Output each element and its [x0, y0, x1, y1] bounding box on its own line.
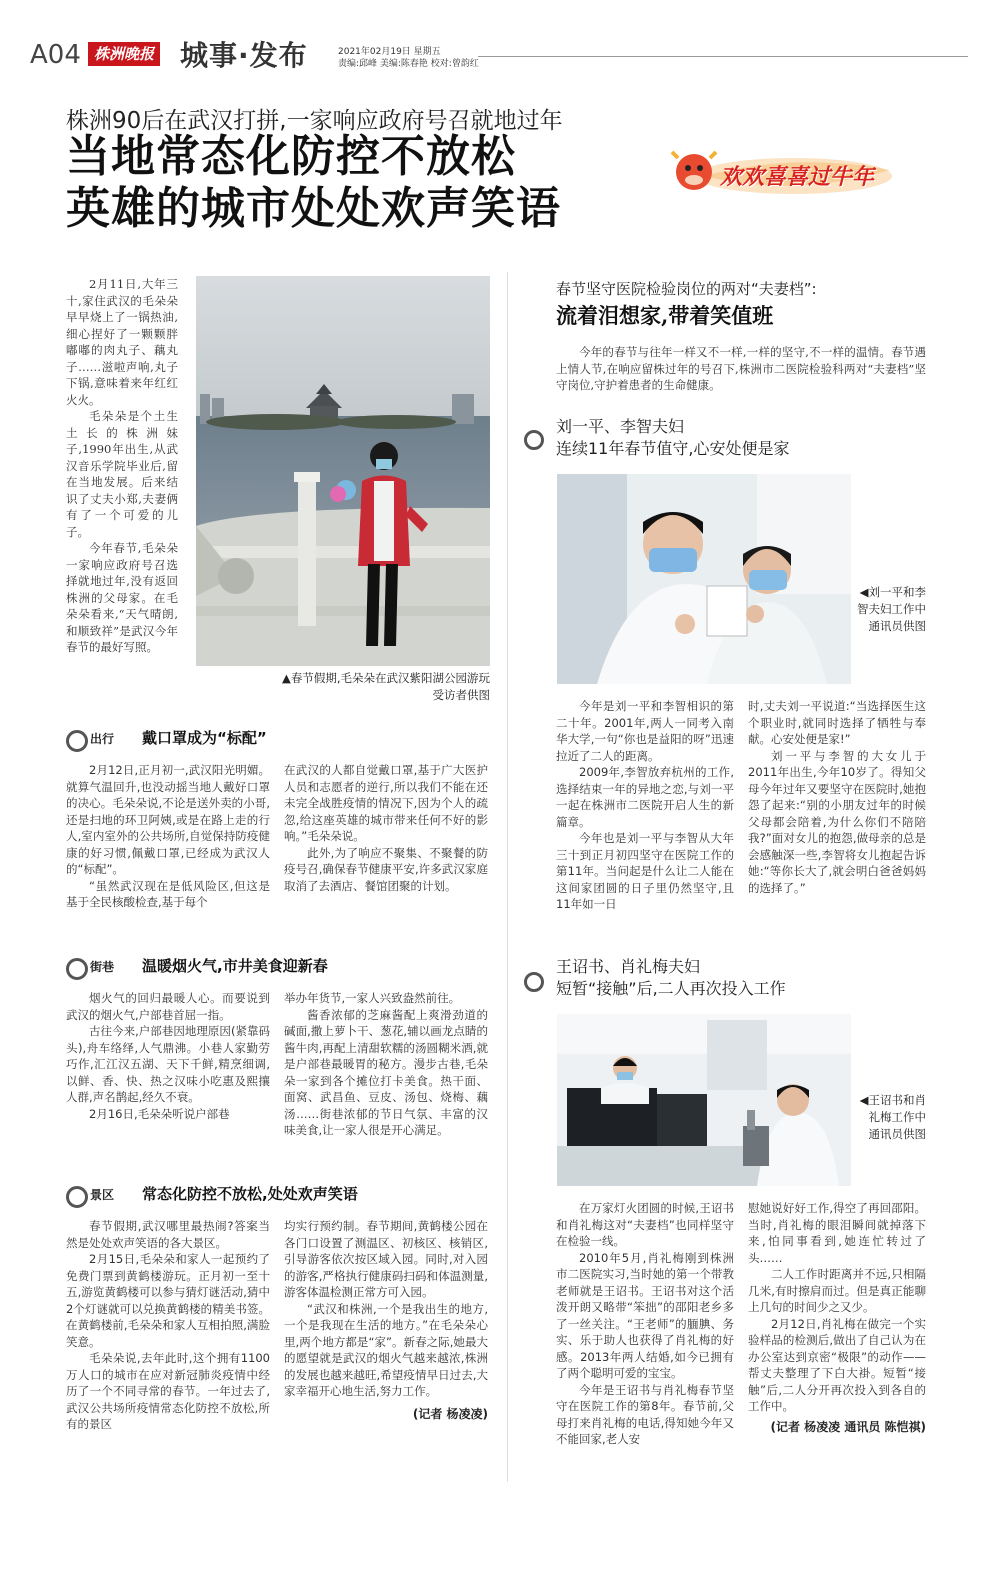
paragraph: “武汉和株洲,一个是我出生的地方,一个是我现在生活的地方。”在毛朵朵心里,两个地方都是“家”。新春之际,她最大的愿望就是武汉的烟火气越来越浓,株洲的发展也越来越旺,希望疫情早日过去,大家幸福开心地生活,努力工作。 — [284, 1301, 488, 1398]
paragraph: 今年也是刘一平与李智从大年三十到正月初四坚守在医院工作的第11年。当问起是什么让二人能在这间家团圆的日子里仍然坚守,且11年如一日 — [556, 831, 734, 911]
right-kicker: 春节坚守医院检验岗位的两对“夫妻档”: — [556, 280, 817, 298]
section-title: 温暖烟火气,市井美食迎新春 — [142, 957, 328, 975]
newspaper-logo: 株洲晚报 — [88, 42, 160, 66]
couple1-names: 刘一平、李智夫妇 — [556, 417, 685, 436]
couple2-column-a — [556, 1200, 734, 1448]
issue-meta — [338, 46, 479, 70]
couple2-heading — [556, 956, 786, 1000]
couple1-column-a — [556, 698, 734, 913]
right-title: 流着泪想家,带着笑值班 — [556, 303, 774, 328]
headline-title-line1: 当地常态化防控不放松 — [66, 131, 516, 182]
paragraph: 举办年货节,一家人兴致盎然前往。 — [284, 991, 461, 1005]
issue-date: 2021年02月19日 星期五 — [338, 47, 441, 57]
sec1-column-b — [284, 762, 488, 894]
circle-marker-icon — [66, 730, 88, 752]
paragraph: 在武汉的人都自觉戴口罩,基于广大医护人员和志愿者的逆行,所以我们不能在还未完全战胜疫情的情况下,因为个人的疏忽,给这座英雄的城市带来任何不好的影响。”毛朵朵说。 — [284, 763, 488, 843]
photo-lab-couple1 — [557, 474, 851, 684]
section-name: 城事·发布 — [180, 39, 308, 72]
photo-lake-park — [196, 276, 490, 666]
circle-marker-icon — [524, 430, 544, 450]
intro-column — [66, 276, 178, 656]
paragraph: 时,丈夫刘一平说道:“当选择医生这个职业时,就同时选择了牺牲与奉献。心安处便是家!” — [748, 699, 926, 746]
photo3-caption: ◀王诏书和肖礼梅工作中 通讯员供图 — [859, 1093, 926, 1141]
ox-year-badge — [664, 150, 894, 198]
paragraph: 2月12日,肖礼梅在做完一个实验样品的检测后,做出了自己认为在办公室达到京密“极限”的动作——帮丈夫整理了下白大褂。短暂“接触”后,二人分开再次投入到各自的工作中。 — [748, 1316, 926, 1413]
sec3-column-a — [66, 1218, 270, 1433]
paragraph: 今年是王诏书与肖礼梅春节坚守在医院工作的第8年。春节前,父母打来肖礼梅的电话,得知她今年又不能回家,老人安 — [556, 1382, 734, 1446]
section-title: 戴口罩成为“标配” — [142, 729, 267, 747]
byline: (记者 杨凌凌) — [412, 1406, 488, 1421]
section-header-street — [66, 958, 486, 982]
intro-paragraph: 毛朵朵是个土生土长的株洲妹子,1990年出生,从武汉音乐学院毕业后,留在当地发展。后来结识了丈夫小郑,夫妻俩有了一个可爱的儿子。 — [66, 409, 178, 539]
paragraph: 2009年,李智放弃杭州的工作,选择结束一年的异地之恋,与刘一平一起在株洲市二医院开启人生的新篇章。 — [556, 765, 734, 829]
editor-credits: 责编:邱峰 美编:陈春艳 校对:曾韵红 — [338, 59, 479, 69]
paragraph: 毛朵朵说,去年此时,这个拥有1100万人口的城市在应对新冠肺炎疫情中经历了一个不同寻常的春节。一年过去了,武汉公共场所疫情常态化防控不放松,所有的景区 — [66, 1351, 270, 1431]
paragraph: 2月15日,毛朵朵和家人一起预约了免费门票到黄鹤楼游玩。正月初一至十五,游览黄鹤楼可以参与猜灯谜活动,猜中2个灯谜就可以兑换黄鹤楼的精美书签。在黄鹤楼前,毛朵朵和家人互相拍照,满脸笑意。 — [66, 1252, 270, 1349]
section-header-travel — [66, 730, 486, 754]
section-tag: 出行 — [90, 732, 115, 746]
page-number: A04 — [30, 40, 81, 70]
paragraph: 此外,为了响应不聚集、不聚餐的防疫号召,确保春节健康平安,许多武汉家庭取消了去酒店、餐馆团聚的计划。 — [284, 845, 488, 893]
section-tag: 景区 — [90, 1188, 115, 1202]
photo1-credit: 受访者供图 — [432, 688, 490, 702]
couple1-heading — [556, 416, 789, 460]
photo2-caption: ◀刘一平和李智夫妇工作中 通讯员供图 — [857, 585, 926, 633]
paragraph: 烟火气的回归最暖人心。而要说到武汉的烟火气,户部巷首屈一指。 — [66, 991, 270, 1022]
section-header-scenic — [66, 1186, 486, 1210]
header-rule — [478, 56, 968, 57]
paragraph: 酱香浓郁的芝麻酱配上爽滑劲道的碱面,撒上萝卜干、葱花,辅以画龙点睛的酱牛肉,再配上清甜软糯的汤圆糊米酒,就是户部巷最暖胃的秘方。漫步古巷,毛朵朵一家到各个摊位打卡美食。热干面、面窝、武昌鱼、豆皮、汤包、烧梅、藕汤……街巷浓郁的节日气氛、丰富的汉味美食,让一家人很是开心满足。 — [284, 1007, 488, 1137]
badge-text: 欢欢喜喜过牛年 — [720, 164, 875, 190]
paragraph: 在万家灯火团圆的时候,王诏书和肖礼梅这对“夫妻档”也同样坚守在检验一线。 — [556, 1201, 734, 1248]
sec2-column-a — [66, 990, 270, 1122]
paragraph: 2月16日,毛朵朵听说户部巷 — [89, 1106, 230, 1121]
couple2-column-b — [748, 1200, 926, 1435]
couple2-subtitle: 短暂“接触”后,二人再次投入工作 — [556, 979, 786, 998]
headline-title-line2: 英雄的城市处处欢声笑语 — [66, 183, 561, 234]
paragraph: 春节假期,武汉哪里最热闹?答案当然是处处欢声笑语的各大景区。 — [66, 1219, 270, 1250]
photo-lab-couple2 — [557, 1014, 851, 1186]
intro-paragraph: 今年春节,毛朵朵一家响应政府号召选择就地过年,没有返回株洲的父母家。在毛朵朵看来,“天气晴朗,和顺致祥”是武汉今年春节的最好写照。 — [66, 541, 178, 654]
byline: (记者 杨凌凌 通讯员 陈恺祺) — [770, 1419, 926, 1434]
headline-subtitle: 株洲90后在武汉打拼,一家响应政府号召就地过年 — [66, 108, 563, 134]
section-tag: 街巷 — [90, 960, 115, 974]
photo1-caption-text: ▲春节假期,毛朵朵在武汉紫阳湖公园游玩 — [282, 671, 490, 685]
paragraph: 均实行预约制。春节期间,黄鹤楼公园在各门口设置了测温区、初核区、核销区,引导游客依次按区域入园。同时,对入园的游客,严格执行健康码扫码和体温测量,游客体温检测正常方可入园。 — [284, 1219, 488, 1299]
sec2-column-b — [284, 990, 488, 1139]
circle-marker-icon — [66, 1186, 88, 1208]
circle-marker-icon — [524, 972, 544, 992]
circle-marker-icon — [66, 958, 88, 980]
paragraph: “虽然武汉现在是低风险区,但这是基于全民核酸检查,基于每个 — [66, 878, 270, 909]
paragraph: 今年的春节与往年一样又不一样,一样的坚守,不一样的温情。春节遇上情人节,在响应留株过年的号召下,株洲市二医院检验科两对“夫妻档”坚守岗位,守护着患者的生命健康。 — [556, 345, 926, 392]
right-lead — [556, 344, 926, 394]
paragraph: 2月12日,正月初一,武汉阳光明媚。就算气温回升,也没动摇当地人戴好口罩的决心。毛朵朵说,不论是送外卖的小哥,还是扫地的环卫阿姨,或是在路上走的行人,室内室外的公共场所,自觉保持防疫健康的好习惯,佩戴口罩,已经成为武汉人的“标配”。 — [66, 763, 270, 876]
sec3-column-b — [284, 1218, 488, 1422]
intro-paragraph: 2月11日,大年三十,家住武汉的毛朵朵早早烧上了一锅热油,细心捏好了一颗颗胖嘟嘟的肉丸子、藕丸子……滋啦声响,丸子下锅,意味着来年红红火火。 — [66, 277, 178, 407]
paragraph: 慰她说好好工作,得空了再回邵阳。当时,肖礼梅的眼泪瞬间就掉落下来,怕同事看到,她连忙转过了头…… — [748, 1201, 926, 1265]
column-divider — [507, 272, 508, 1482]
couple1-column-b — [748, 698, 926, 896]
couple1-subtitle: 连续11年春节值守,心安处便是家 — [556, 439, 790, 458]
sec1-column-a — [66, 762, 270, 911]
paragraph: 古往今来,户部巷因地理原因(紧靠码头),舟车络绎,人气鼎沸。小巷人家勤劳巧作,汇江汉五湖、天下千鲜,精烹细调,以鲜、香、快、热之汉味小吃惠及熙攘人群,声名鹊起,经久不衰。 — [66, 1024, 270, 1104]
section-title: 常态化防控不放松,处处欢声笑语 — [142, 1185, 358, 1203]
couple2-names: 王诏书、肖礼梅夫妇 — [556, 957, 701, 976]
paragraph: 刘一平与李智的大女儿于2011年出生,今年10岁了。得知父母今年过年又要坚守在医院时,她抱怨了起来:“别的小朋友过年的时候父母都会陪着,为什么你们不陪陪我?”面对女儿的抱怨,做母亲的总是会感触深一些,李智将女儿抱起告诉她:“等你长大了,就会明白爸爸妈妈的选择了。” — [748, 748, 926, 895]
paragraph: 二人工作时距离并不远,只相隔几米,有时擦肩而过。但是真正能聊上几句的时间少之又少。 — [748, 1267, 926, 1314]
paragraph: 今年是刘一平和李智相识的第二十年。2001年,两人一同考入南华大学,一句“你也是益阳的呀”迅速拉近了二人的距离。 — [556, 699, 734, 763]
photo1-caption — [196, 670, 490, 704]
paragraph: 2010年5月,肖礼梅刚到株洲市二医院实习,当时她的第一个带教老师就是王诏书。王诏书对这个活泼开朗又略带“笨拙”的邵阳老乡多了一丝关注。“王老师”的腼腆、务实、乐于助人也获得了肖礼梅的好感。2013年两人结婚,如今已拥有了两个聪明可爱的宝宝。 — [556, 1250, 734, 1380]
